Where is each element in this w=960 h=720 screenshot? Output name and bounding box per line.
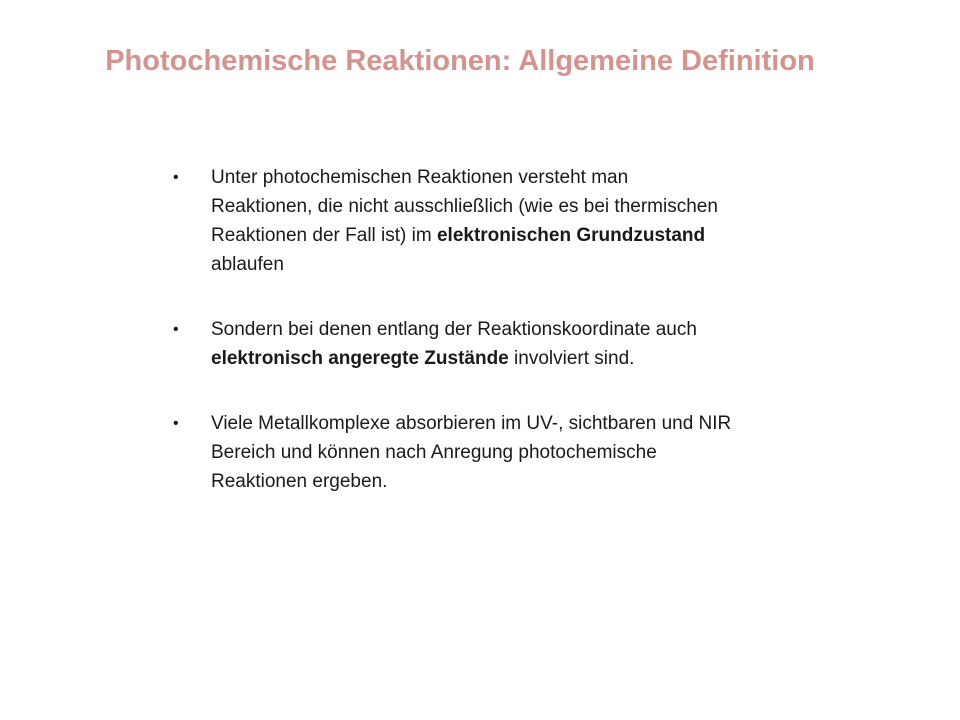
bullet-text-2-emphasis: elektronisch angeregte Zustände [211,348,509,369]
bullet-dot-icon: • [173,415,179,432]
bullet-text-1-part-3: ablaufen [211,254,284,275]
bullet-text-2-part-3: involviert sind. [508,348,635,369]
slide-title: Photochemische Reaktionen: Allgemeine Definition [105,45,815,77]
bullet-item-1 [173,163,733,279]
bullet-text-1-emphasis: elektronischen Grundzustand [436,225,706,246]
bullet-item-2 [173,315,733,373]
bullet-dot-icon: • [173,169,179,186]
bullet-text-3: Viele Metallkomplexe absorbieren im UV-, sichtbaren und NIR Bereich und können nach Anregung photochemische Reaktionen ergeben. [211,413,732,492]
bullet-dot-icon: • [173,321,179,338]
bullet-text-2-part-1: Sondern bei denen entlang der Reaktionskoordinate auch [211,319,697,340]
bullet-item-3 [173,409,733,496]
bullet-text-1-part-1: Unter photochemischen Reaktionen versteht man Reaktionen, die nicht ausschließlich (wie es bei thermischen Reaktionen der Fall ist) im [211,167,718,246]
bullet-list [173,163,733,532]
